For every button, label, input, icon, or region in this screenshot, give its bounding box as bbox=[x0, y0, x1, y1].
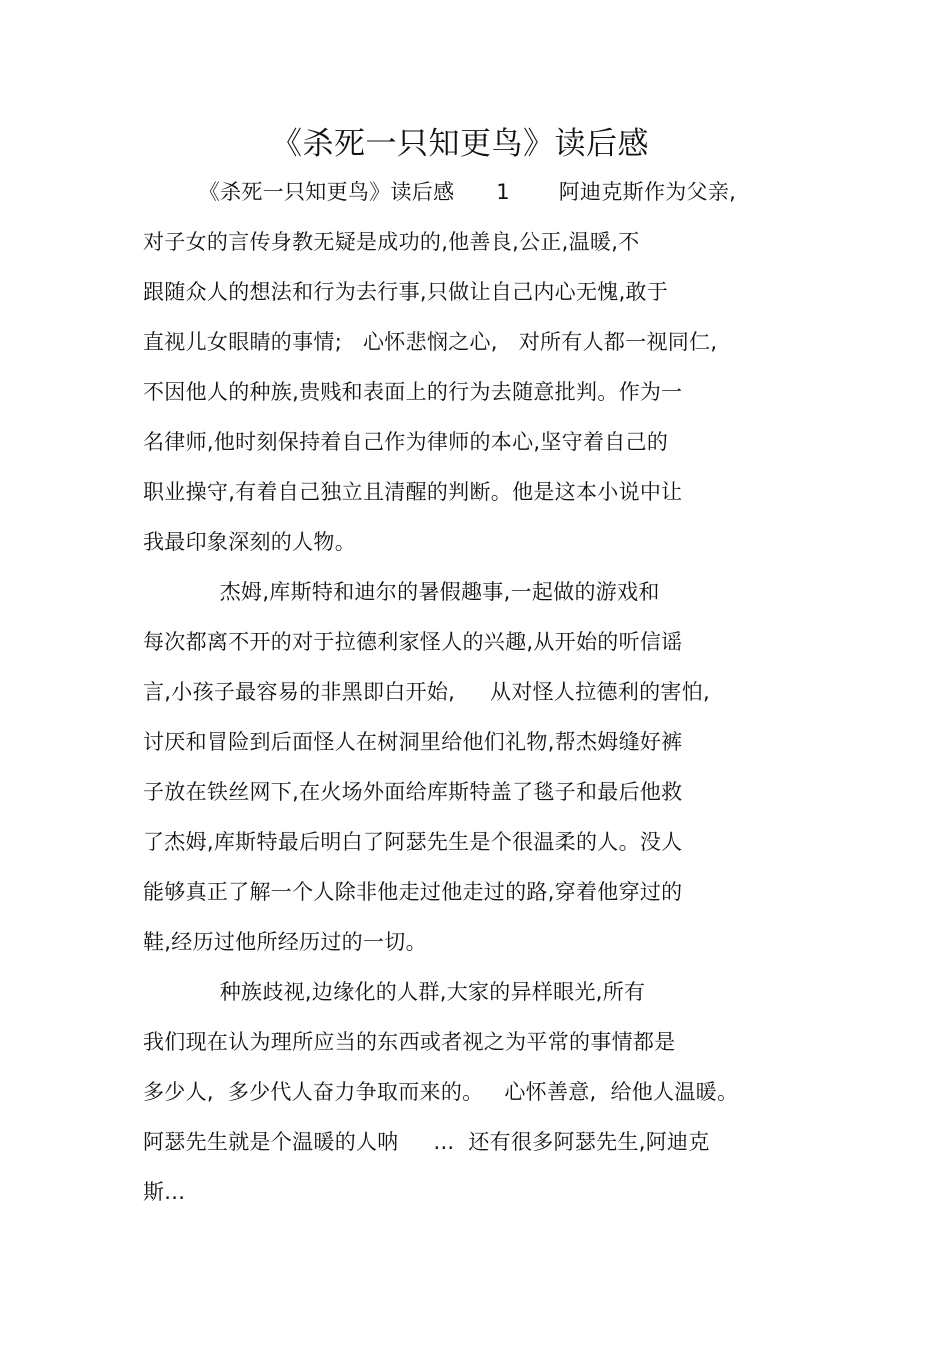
body-line-2: 对子女的言传身教无疑是成功的,他善良,公正,温暖,不 bbox=[143, 230, 640, 254]
body-line-17: 种族歧视,边缘化的人群,大家的异样眼光,所有 bbox=[143, 980, 646, 1004]
document-title: 《杀死一只知更鸟》读后感 bbox=[271, 126, 649, 162]
body-line-11: 言,小孩子最容易的非黑即白开始, 从对怪人拉德利的害怕, bbox=[143, 680, 710, 704]
body-line-5: 不因他人的种族,贵贱和表面上的行为去随意批判。作为一 bbox=[143, 380, 683, 404]
body-line-18: 我们现在认为理所应当的东西或者视之为平常的事情都是 bbox=[143, 1030, 676, 1054]
body-line-13: 子放在铁丝网下,在火场外面给库斯特盖了毯子和最后他救 bbox=[143, 780, 683, 804]
body-line-12: 讨厌和冒险到后面怪人在树洞里给他们礼物,帮杰姆缝好裤 bbox=[143, 730, 683, 754]
body-line-4: 直视儿女眼睛的事情; 心怀悲悯之心, 对所有人都一视同仁, bbox=[143, 330, 718, 354]
body-line-15: 能够真正了解一个人除非他走过他走过的路,穿着他穿过的 bbox=[143, 880, 683, 904]
body-line-10: 每次都离不开的对于拉德利家怪人的兴趣,从开始的听信谣 bbox=[143, 630, 683, 654]
body-line-20: 阿瑟先生就是个温暖的人呐 ... 还有很多阿瑟先生,阿迪克 bbox=[143, 1130, 710, 1154]
body-line-1: 《杀死一只知更鸟》读后感 1 阿迪克斯作为父亲, bbox=[143, 180, 737, 204]
body-line-6: 名律师,他时刻保持着自己作为律师的本心,坚守着自己的 bbox=[143, 430, 669, 454]
body-line-21: 斯... bbox=[143, 1180, 186, 1204]
body-line-14: 了杰姆,库斯特最后明白了阿瑟先生是个很温柔的人。没人 bbox=[143, 830, 683, 854]
body-line-3: 跟随众人的想法和行为去行事,只做让自己内心无愧,敢于 bbox=[143, 280, 669, 304]
body-line-9: 杰姆,库斯特和迪尔的暑假趣事,一起做的游戏和 bbox=[143, 580, 660, 604]
body-line-16: 鞋,经历过他所经历过的一切。 bbox=[143, 930, 427, 954]
body-line-7: 职业操守,有着自己独立且清醒的判断。他是这本小说中让 bbox=[143, 480, 683, 504]
body-line-8: 我最印象深刻的人物。 bbox=[143, 530, 356, 554]
body-line-19: 多少人, 多少代人奋力争取而来的。 心怀善意, 给他人温暖。 bbox=[143, 1080, 739, 1104]
